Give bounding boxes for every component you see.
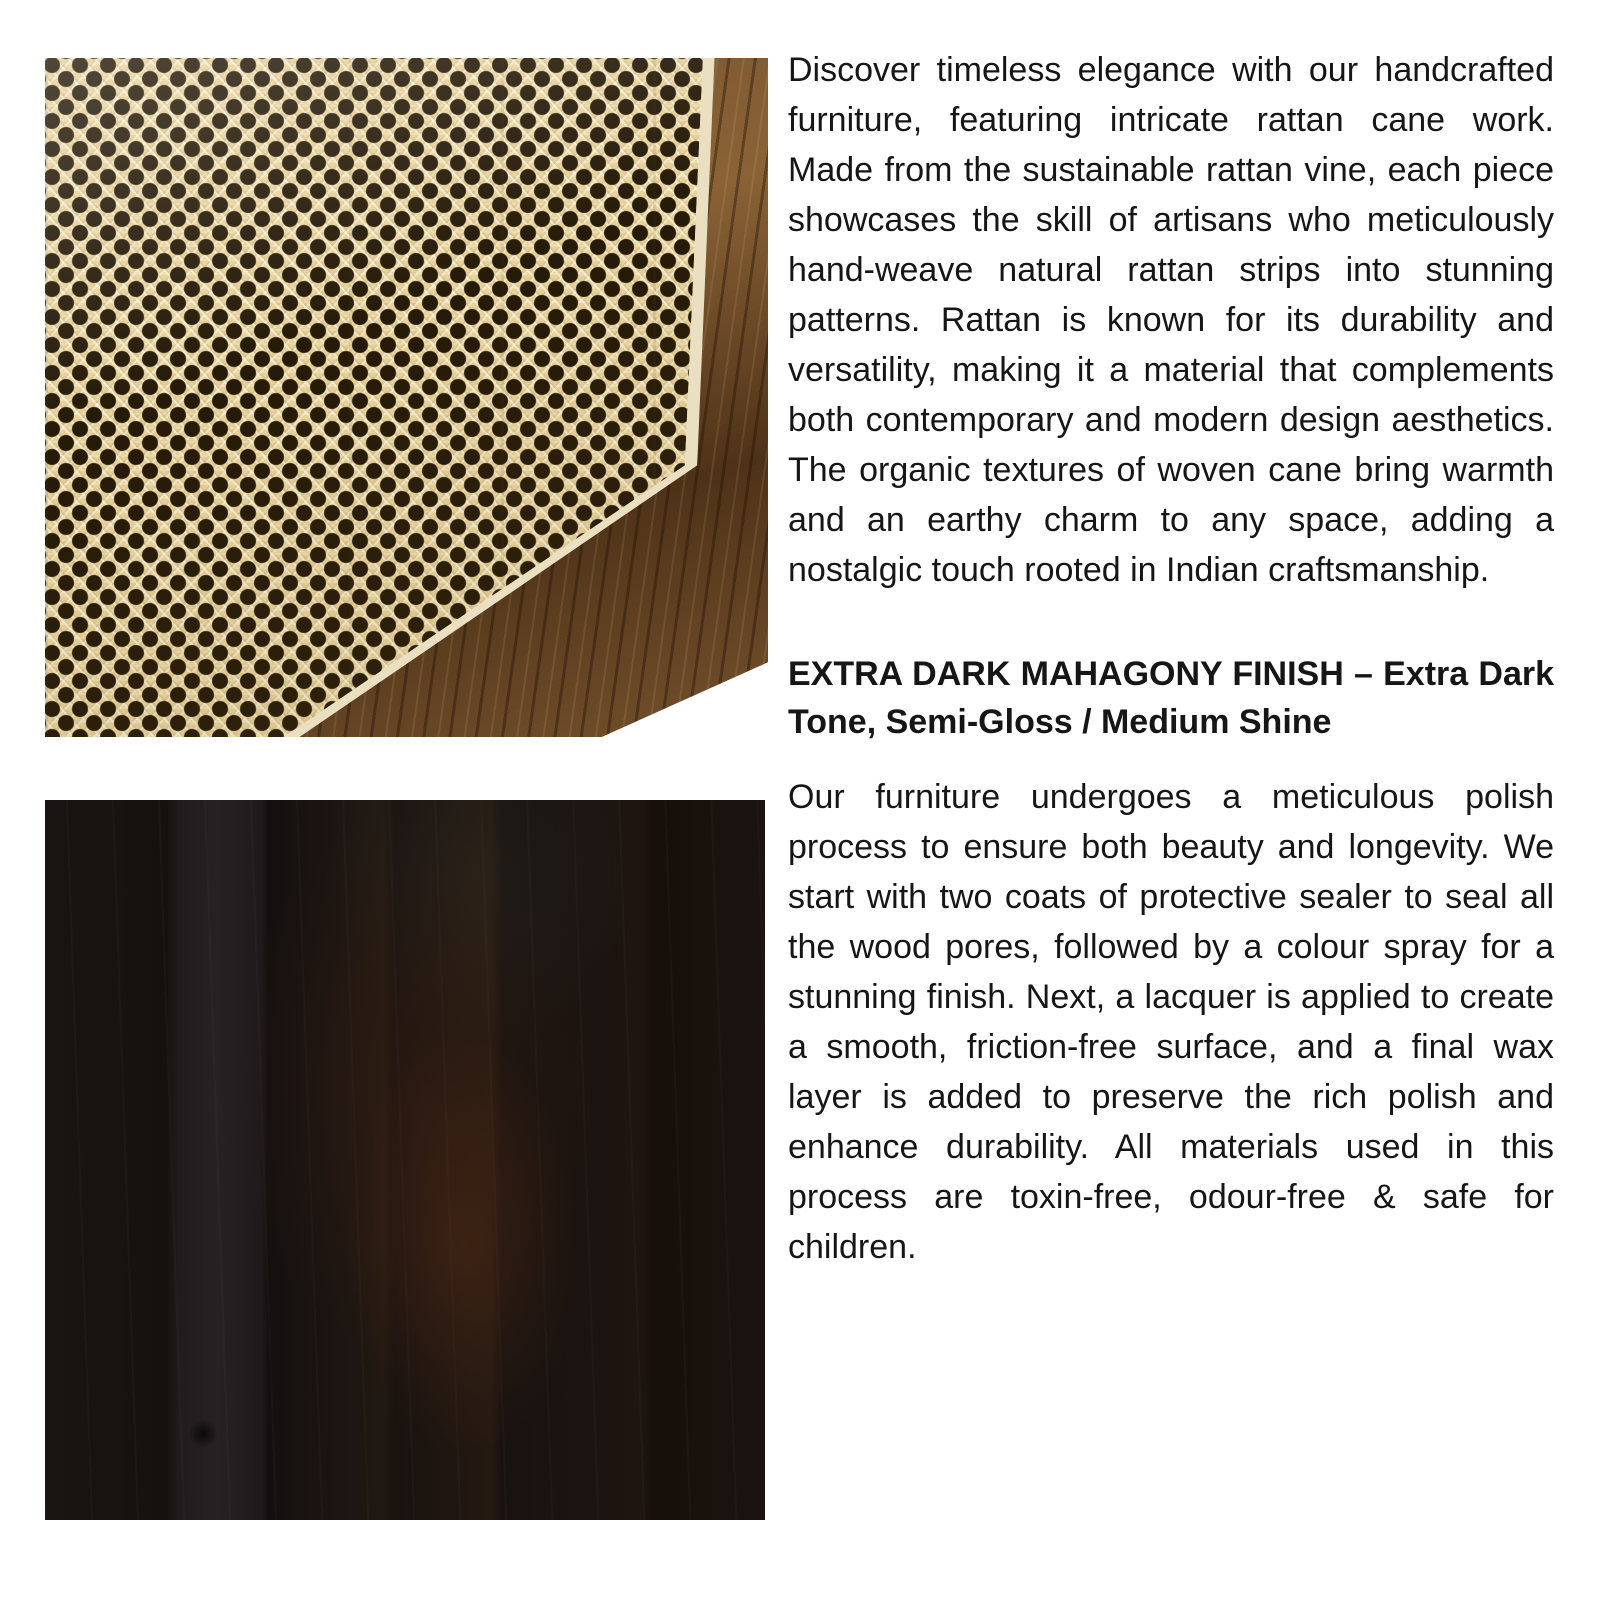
description-text-column [788, 45, 1554, 1272]
finish-paragraph: Our furniture undergoes a meticulous polish process to ensure both beauty and longevity. We start with two coats of protective sealer to seal all the wood pores, followed by a colour spray for a stunning finish. Next, a lacquer is applied to create a smooth, friction-free surface, and a final wax layer is added to preserve the rich polish and enhance durability. All materials used in this process are toxin-free, odour-free & safe for children. [788, 778, 1554, 1266]
dark-mahogany-photo [45, 800, 765, 1520]
intro-paragraph: Discover timeless elegance with our handcrafted furniture, featuring intricate rattan cane work. Made from the sustainable rattan vine, each piece showcases the skill of artisans who meticulously hand-weave natural rattan strips into stunning patterns. Rattan is known for its durability and versatility, making it a material that complements both contemporary and modern design aesthetics. The organic textures of woven cane bring warmth and an earthy charm to any space, adding a nostalgic touch rooted in Indian craftsmanship. [788, 51, 1554, 589]
finish-heading: EXTRA DARK MAHAGONY FINISH – Extra Dark Tone, Semi-Gloss / Medium Shine [788, 655, 1554, 741]
rattan-cane-photo [45, 58, 768, 737]
